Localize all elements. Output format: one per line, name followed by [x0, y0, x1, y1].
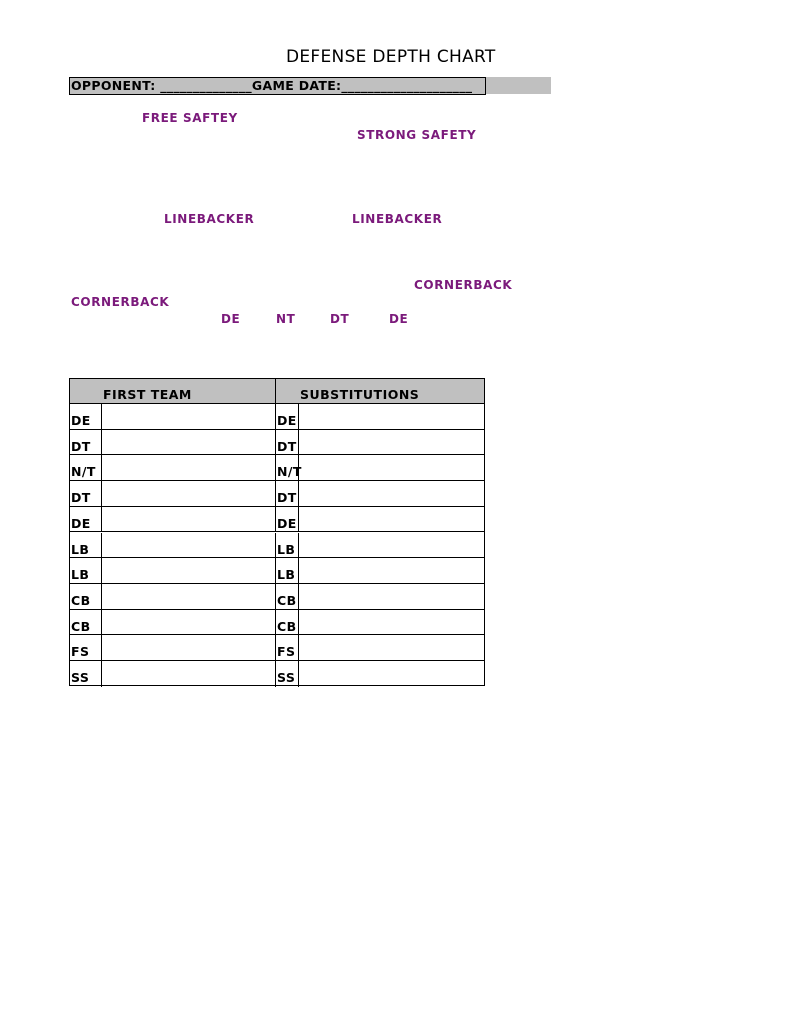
table-row — [70, 610, 484, 636]
substitution-position-label: N/T — [277, 464, 302, 480]
substitution-player-cell[interactable] — [299, 661, 484, 687]
substitution-position-label: DE — [277, 413, 297, 428]
substitution-player-cell[interactable] — [299, 610, 484, 635]
substitution-position-cell — [276, 507, 299, 532]
first-team-player-cell[interactable] — [102, 404, 276, 429]
cornerback-left-label: CORNERBACK — [71, 295, 170, 309]
first-team-player-cell[interactable] — [102, 533, 276, 558]
substitution-player-cell[interactable] — [299, 404, 484, 429]
first-team-player-cell[interactable] — [102, 455, 276, 480]
substitution-position-label: DT — [277, 438, 297, 454]
substitution-position-cell — [276, 635, 299, 660]
first-team-player-cell[interactable] — [102, 635, 276, 660]
first-team-player-cell[interactable] — [102, 610, 276, 635]
substitutions-header — [276, 379, 484, 404]
table-row — [70, 661, 484, 687]
substitution-position-cell — [276, 558, 299, 583]
depth-table — [69, 378, 485, 686]
first-team-player-cell[interactable] — [102, 584, 276, 609]
substitution-position-cell — [276, 430, 299, 455]
opponent-game-date-line[interactable]: OPPONENT: ______________GAME DATE:____________________ — [71, 78, 473, 93]
table-row — [70, 533, 484, 559]
substitution-position-cell — [276, 584, 299, 609]
first-team-position-cell — [70, 661, 102, 687]
first-team-position-cell — [70, 430, 102, 455]
first-team-position-cell — [70, 507, 102, 532]
first-team-position-cell — [70, 610, 102, 635]
page-title: DEFENSE DEPTH CHART — [286, 47, 496, 67]
substitution-player-cell[interactable] — [299, 455, 484, 480]
substitution-position-label: DT — [277, 490, 297, 506]
linebacker-right-label: LINEBACKER — [352, 212, 443, 226]
table-row — [70, 507, 484, 533]
first-team-player-cell[interactable] — [102, 661, 276, 687]
first-team-header-text: FIRST TEAM — [103, 387, 192, 402]
substitution-position-cell — [276, 533, 299, 558]
substitution-player-cell[interactable] — [299, 507, 484, 532]
linebacker-left-label: LINEBACKER — [164, 212, 255, 226]
table-row — [70, 404, 484, 430]
first-team-player-cell[interactable] — [102, 558, 276, 583]
first-team-position-cell — [70, 481, 102, 506]
first-team-position-cell — [70, 558, 102, 583]
first-team-position-label: DT — [71, 438, 91, 454]
strong-safety-label: STRONG SAFETY — [357, 128, 477, 142]
substitution-position-cell — [276, 455, 302, 480]
first-team-position-cell — [70, 404, 102, 429]
substitution-position-label: SS — [277, 670, 296, 685]
substitution-position-label: FS — [277, 644, 296, 660]
substitution-position-label: LB — [277, 541, 296, 557]
table-row — [70, 430, 484, 456]
first-team-position-cell — [70, 533, 102, 558]
nt-label: NT — [276, 312, 296, 326]
first-team-position-label: FS — [71, 644, 90, 660]
substitution-player-cell[interactable] — [299, 430, 484, 455]
first-team-header — [70, 379, 276, 404]
first-team-position-label: LB — [71, 541, 90, 557]
substitution-position-label: LB — [277, 567, 296, 583]
table-row — [70, 584, 484, 610]
first-team-position-label: CB — [71, 592, 91, 608]
first-team-position-label: SS — [71, 670, 90, 685]
substitution-player-cell[interactable] — [299, 533, 484, 558]
first-team-position-cell — [70, 584, 102, 609]
substitution-player-cell[interactable] — [299, 584, 484, 609]
substitution-player-cell[interactable] — [299, 635, 484, 660]
first-team-position-label: LB — [71, 567, 90, 583]
first-team-player-cell[interactable] — [102, 507, 276, 532]
substitution-position-label: CB — [277, 618, 297, 634]
first-team-player-cell[interactable] — [102, 430, 276, 455]
table-row — [70, 635, 484, 661]
first-team-position-label: DE — [71, 413, 91, 428]
table-row — [70, 481, 484, 507]
first-team-position-cell — [70, 635, 102, 660]
first-team-position-label: DT — [71, 490, 91, 506]
de-right-label: DE — [389, 312, 409, 326]
table-row — [70, 455, 484, 481]
first-team-player-cell[interactable] — [102, 481, 276, 506]
de-left-label: DE — [221, 312, 241, 326]
table-row — [70, 558, 484, 584]
substitution-position-label: DE — [277, 515, 297, 531]
substitution-position-label: CB — [277, 592, 297, 608]
substitution-position-cell — [276, 481, 299, 506]
first-team-position-label: DE — [71, 515, 91, 531]
substitutions-header-text: SUBSTITUTIONS — [300, 387, 420, 402]
substitution-position-cell — [276, 661, 299, 687]
first-team-position-label: CB — [71, 618, 91, 634]
first-team-position-label: N/T — [71, 464, 96, 480]
free-safety-label: FREE SAFTEY — [142, 111, 238, 125]
cornerback-right-label: CORNERBACK — [414, 278, 513, 292]
first-team-position-cell — [70, 455, 102, 480]
dt-label: DT — [330, 312, 350, 326]
substitution-position-cell — [276, 404, 299, 429]
substitution-position-cell — [276, 610, 299, 635]
substitution-player-cell[interactable] — [299, 481, 484, 506]
substitution-player-cell[interactable] — [299, 558, 484, 583]
